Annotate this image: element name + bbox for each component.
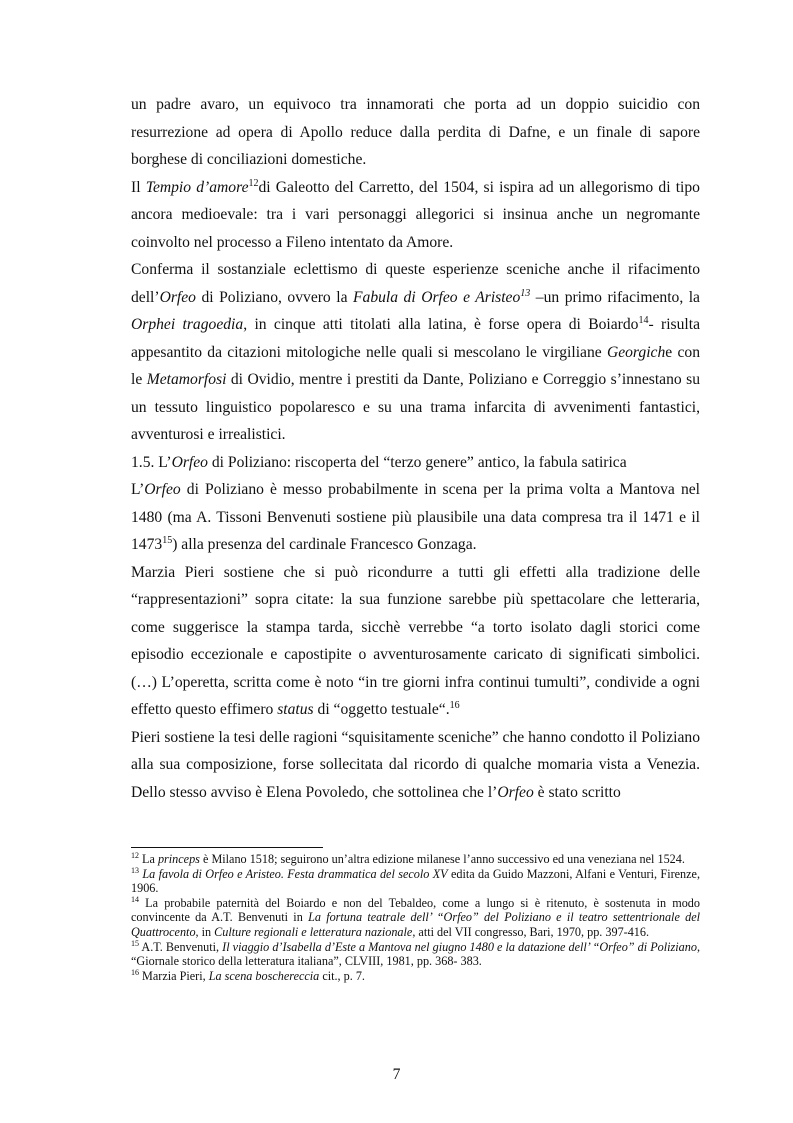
text-run: , in — [195, 924, 215, 939]
text-run: A.T. Benvenuti, — [139, 939, 223, 954]
text-run: L’ — [131, 481, 145, 498]
italic-text: Tempio d’amore — [145, 178, 249, 196]
text-run: Pieri sostiene la tesi delle ragioni “squisitamente sceniche” che hanno condotto il Poliziano alla sua composizione, forse sollecitata dal ricordo di qualche momaria vista a Venezia. Dello stesso avviso è Elena Povoledo, che sottolinea che l’ — [131, 728, 701, 801]
italic-text: Orfeo — [497, 783, 534, 801]
italic-text: status — [277, 701, 314, 718]
text-run: La — [139, 852, 158, 866]
page-number: 7 — [392, 1066, 401, 1083]
italic-text: La fortuna teatrale dell’ “Orfeo” del Poliziano e il teatro settentrionale del Quattrocento — [131, 910, 701, 939]
text-run: di Poliziano, ovvero la — [195, 288, 353, 306]
text-run: di Poliziano è messo probabilmente in scena per la prima volta a Mantova nel 1480 (ma A. Tissoni Benvenuti sostiene più plausibile una data compresa tra il 1471 e il 1473 — [131, 481, 700, 553]
text-run: e con le — [131, 343, 700, 388]
text-run: Marzia Pieri sostiene che si può ricondurre a tutti gli effetti alla tradizione delle “rappresentazioni” sopra citate: la sua funzione sarebbe più spettacolare che letteraria, come suggerisce la stampa tarda, sicchè verrebbe “a torto isolato dagli storici come episodio eccezionale e capostipite o avventurosamente caricato di significati simbolici. (…) L’operetta, scritta come è noto “in tre giorni infra continui tumulti”, condivide a ogni effetto questo effimero — [131, 563, 700, 718]
italic-text: Georgich — [606, 343, 666, 361]
footnote-number: 14 — [131, 894, 139, 904]
page-body — [131, 91, 700, 806]
footnote-number: 13 — [131, 865, 139, 875]
italic-text: La scena boschereccia — [208, 968, 320, 983]
text-run: Conferma il sostanziale eclettismo di queste esperienze sceniche anche il rifacimento dell’ — [131, 261, 700, 306]
italic-text: princeps — [157, 852, 200, 866]
text-run: Marzia Pieri, — [139, 968, 209, 983]
text-run: è stato scritto — [533, 783, 621, 801]
footnote-ref: 16 — [449, 699, 460, 711]
text-run: un padre avaro, un equivoco tra innamorati che porta ad un doppio suicidio con resurrezione ad opera di Apollo reduce dalla perdita di Dafne, e un finale di sapore borghese di conciliazioni domestiche. — [131, 96, 700, 168]
text-run: edita da Guido Mazzoni, Alfani e Venturi, Firenze, 1906. — [131, 866, 701, 896]
text-run: , “Giornale storico della letteratura italiana”, CLVIII, 1981, pp. 368- 383. — [131, 939, 700, 969]
paragraph — [131, 174, 700, 257]
text-run: di Poliziano: riscoperta del “terzo genere” antico, la fabula satirica — [207, 453, 627, 471]
text-run: ) alla presenza del cardinale Francesco Gonzaga. — [172, 536, 477, 553]
text-run: –un primo rifacimento, la — [530, 288, 700, 306]
paragraph — [131, 91, 700, 174]
text-run: di “oggetto testuale“. — [313, 701, 450, 718]
footnote-ref: 15 — [162, 534, 173, 546]
text-run: 1.5. L’ — [131, 453, 172, 471]
italic-text: Orphei tragoedia — [131, 316, 244, 333]
text-run: è Milano 1518; seguirono un’altra edizione milanese l’anno successivo ed una veneziana nel 1524. — [199, 852, 685, 866]
paragraph — [131, 256, 700, 449]
footnote — [131, 940, 700, 969]
paragraph — [131, 559, 700, 724]
body-text — [131, 91, 700, 806]
text-run: Il — [131, 178, 146, 196]
italic-text: Metamorfosi — [146, 371, 227, 388]
italic-text: La favola di Orfeo e Aristeo. Festa drammatica del secolo XV — [142, 866, 448, 881]
footnote-number: 15 — [131, 938, 139, 948]
paragraph — [131, 724, 700, 807]
text-run: cit., p. 7. — [319, 968, 365, 983]
italic-text: Orfeo — [171, 453, 208, 471]
footnote — [131, 852, 700, 867]
footnote-number: 16 — [131, 967, 139, 977]
text-run: di Galeotto del Carretto, del 1504, si ispira ad un allegorismo di tipo ancora medioevale: tra i vari personaggi allegorici si insinua anche un negromante coinvolto nel processo a Fileno intentato da Amore. — [131, 178, 700, 251]
italic-text: Orfeo — [144, 481, 181, 498]
text-run: La probabile paternità del Boiardo e non del Tebaldeo, come a lungo si è ritenuto, è sostenuta in modo convincente da A.T. Benvenuti in — [131, 895, 700, 925]
italic-text: Il viaggio d’Isabella d’Este a Mantova nel giugno 1480 e la datazione dell’ “Orfeo” di Poliziano — [222, 939, 697, 954]
footnote — [131, 896, 700, 940]
section-heading — [131, 449, 700, 477]
italic-text: Fabula di Orfeo e Aristeo — [353, 288, 521, 306]
text-run: , in cinque atti titolati alla latina, è forse opera di Boiardo — [243, 316, 639, 333]
footnote-ref: 13 — [520, 287, 531, 299]
footnote — [131, 969, 700, 984]
text-run: , atti del VII congresso, Bari, 1970, pp. 397-416. — [412, 924, 650, 939]
paragraph — [131, 476, 700, 559]
footnotes — [131, 852, 700, 983]
text-run: - risulta appesantito da citazioni mitologiche nelle quali si mescolano le virgiliane — [131, 316, 700, 361]
footnote-divider — [131, 847, 323, 848]
footnote-ref: 12 — [248, 177, 259, 189]
italic-text: Culture regionali e letteratura nazionale — [214, 924, 413, 939]
footnote — [131, 867, 700, 896]
footnote-number: 12 — [131, 850, 139, 860]
italic-text: Orfeo — [159, 288, 196, 306]
footnote-ref: 14 — [638, 314, 649, 326]
text-run: di Ovidio, mentre i prestiti da Dante, Poliziano e Correggio s’innestano su un tessuto linguistico popolaresco e su una trama infarcita di avvenimenti fantastici, avventurosi e irrealistici. — [131, 371, 700, 443]
